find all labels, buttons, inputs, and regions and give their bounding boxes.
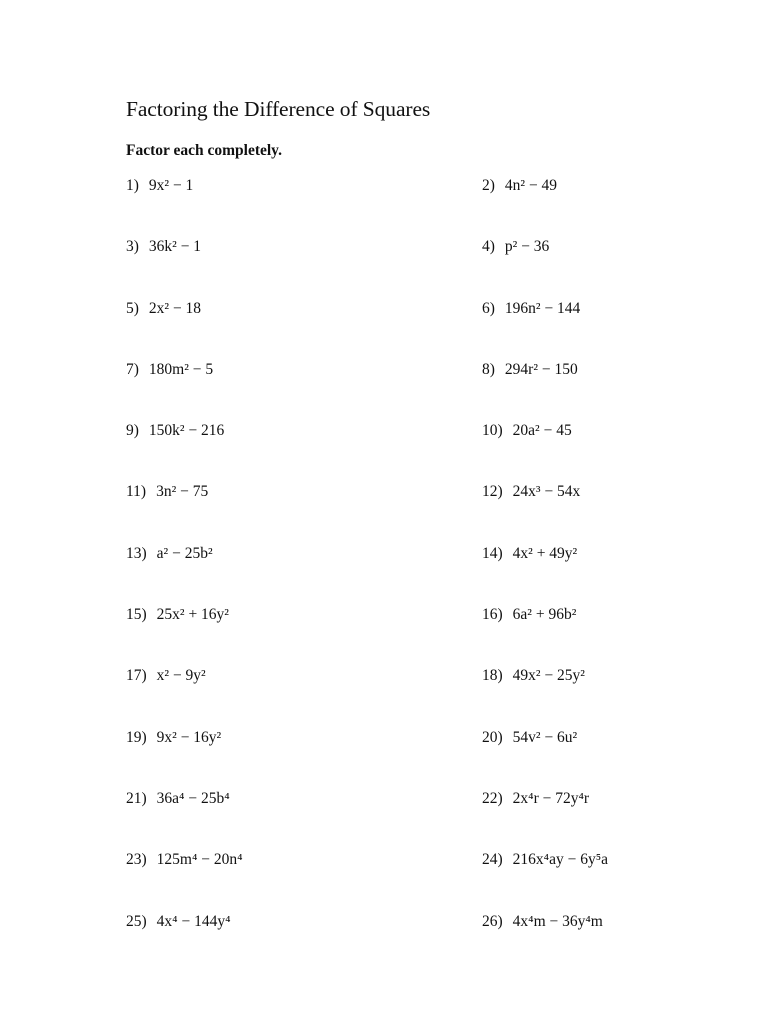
problem-number: 15) — [126, 606, 147, 624]
problem-number: 19) — [126, 728, 147, 746]
problem-19 — [126, 727, 482, 788]
problem-expression: 36a⁴ − 25b⁴ — [156, 789, 230, 807]
problem-number: 16) — [482, 606, 503, 624]
problem-expression: 2x⁴r − 72y⁴r — [512, 789, 590, 807]
problem-expression: 25x² + 16y² — [156, 606, 229, 624]
problem-7 — [126, 359, 482, 420]
problem-2 — [482, 175, 686, 236]
problem-18 — [482, 665, 686, 726]
problem-number: 18) — [482, 667, 503, 685]
problem-expression: 20a² − 45 — [512, 422, 572, 440]
problem-24 — [482, 849, 686, 910]
problem-16 — [482, 604, 686, 665]
problem-6 — [482, 298, 686, 359]
problem-expression: 36k² − 1 — [148, 238, 202, 256]
problem-expression: 180m² − 5 — [148, 360, 214, 378]
problem-15 — [126, 604, 482, 665]
problem-expression: a² − 25b² — [156, 544, 213, 562]
problem-22 — [482, 788, 686, 849]
problem-expression: 216x⁴ay − 6y⁵a — [512, 851, 608, 869]
problem-number: 14) — [482, 544, 503, 562]
problem-expression: 4x⁴m − 36y⁴m — [512, 912, 603, 930]
problem-expression: 150k² − 216 — [148, 422, 225, 440]
problem-expression: p² − 36 — [504, 238, 550, 256]
problem-11 — [126, 481, 482, 542]
problem-expression: 54v² − 6u² — [512, 728, 578, 746]
problem-number: 2) — [482, 177, 495, 194]
problem-12 — [482, 481, 686, 542]
problem-10 — [482, 420, 686, 481]
problem-5 — [126, 298, 482, 359]
problem-number: 8) — [482, 360, 495, 378]
problem-number: 24) — [482, 851, 503, 869]
problem-4 — [482, 236, 686, 297]
problem-expression: 294r² − 150 — [504, 360, 578, 378]
problem-14 — [482, 543, 686, 604]
problem-expression: 3n² − 75 — [156, 483, 209, 501]
problem-9 — [126, 420, 482, 481]
problem-number: 12) — [482, 483, 503, 501]
problem-list — [126, 175, 686, 972]
problem-expression: 9x² − 1 — [148, 177, 194, 194]
problem-expression: 6a² + 96b² — [512, 606, 577, 624]
problem-26 — [482, 911, 686, 972]
problem-number: 4) — [482, 238, 495, 256]
problem-number: 22) — [482, 789, 503, 807]
problem-expression: 4x⁴ − 144y⁴ — [156, 912, 231, 930]
problem-number: 3) — [126, 238, 139, 256]
problem-20 — [482, 727, 686, 788]
problem-number: 9) — [126, 422, 139, 440]
problem-number: 26) — [482, 912, 503, 930]
problem-number: 21) — [126, 789, 147, 807]
problem-number: 7) — [126, 360, 139, 378]
problem-23 — [126, 849, 482, 910]
problem-expression: 4n² − 49 — [504, 177, 558, 194]
problem-expression: 125m⁴ − 20n⁴ — [156, 851, 243, 869]
problem-expression: 196n² − 144 — [504, 299, 581, 317]
problem-number: 11) — [126, 483, 147, 501]
problem-number: 17) — [126, 667, 147, 685]
problem-number: 10) — [482, 422, 503, 440]
problem-expression: 9x² − 16y² — [156, 728, 222, 746]
problem-number: 5) — [126, 299, 139, 317]
problem-25 — [126, 911, 482, 972]
problem-13 — [126, 543, 482, 604]
worksheet-title: Factoring the Difference of Squares — [126, 97, 431, 121]
problem-expression: 4x² + 49y² — [512, 544, 578, 562]
problem-expression: 49x² − 25y² — [512, 667, 585, 685]
problem-number: 25) — [126, 912, 147, 930]
problem-number: 13) — [126, 544, 147, 562]
problem-expression: 2x² − 18 — [148, 299, 202, 317]
problem-21 — [126, 788, 482, 849]
problem-1 — [126, 175, 482, 236]
problem-17 — [126, 665, 482, 726]
problem-number: 23) — [126, 851, 147, 869]
problem-3 — [126, 236, 482, 297]
problem-expression: x² − 9y² — [156, 667, 206, 685]
worksheet-instructions: Factor each completely. — [126, 142, 282, 159]
problem-number: 1) — [126, 177, 139, 194]
problem-expression: 24x³ − 54x — [512, 483, 581, 501]
problem-number: 6) — [482, 299, 495, 317]
problem-8 — [482, 359, 686, 420]
problem-number: 20) — [482, 728, 503, 746]
